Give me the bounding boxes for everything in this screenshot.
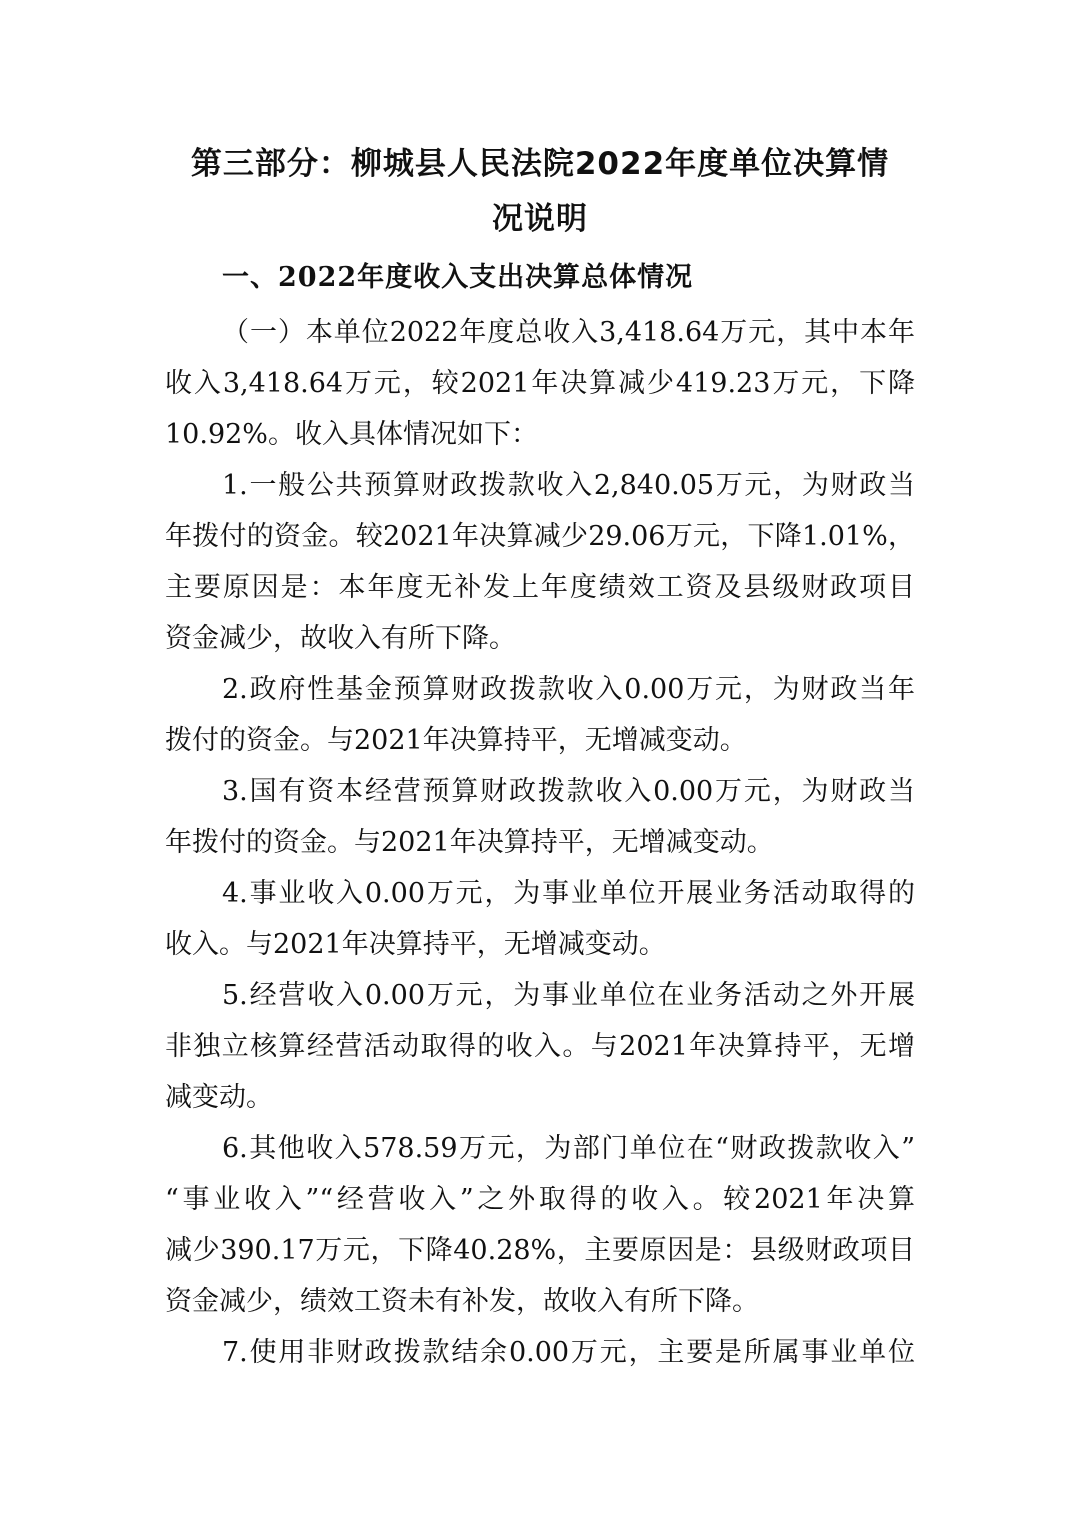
paragraph-8-line-1: 7.使用非财政拨款结余0.00万元，主要是所属事业单位 — [222, 1337, 915, 1368]
document-title-line-2: 况说明 — [492, 201, 588, 237]
paragraph-1-line-1: （一）本单位2022年度总收入3,418.64万元，其中本年 — [222, 317, 915, 348]
paragraph-2-line-2: 年拨付的资金。较2021年决算减少29.06万元，下降1.01%， — [165, 521, 915, 552]
paragraph-1-line-2: 收入3,418.64万元，较2021年决算减少419.23万元，下降 — [165, 368, 915, 399]
document-title-line-1: 第三部分：柳城县人民法院2022年度单位决算情 — [190, 146, 890, 182]
paragraph-7-line-3: 减少390.17万元，下降40.28%，主要原因是：县级财政项目 — [165, 1235, 915, 1266]
paragraph-6-line-3: 减变动。 — [165, 1082, 273, 1113]
paragraph-3-line-2: 拨付的资金。与2021年决算持平，无增减变动。 — [165, 725, 747, 756]
paragraph-5-line-1: 4.事业收入0.00万元，为事业单位开展业务活动取得的 — [222, 878, 915, 909]
paragraph-7-line-4: 资金减少，绩效工资未有补发，故收入有所下降。 — [165, 1286, 759, 1317]
paragraph-2-line-1: 1.一般公共预算财政拨款收入2,840.05万元，为财政当 — [222, 470, 915, 501]
paragraph-1-line-3: 10.92%。收入具体情况如下： — [165, 419, 538, 450]
paragraph-4-line-2: 年拨付的资金。与2021年决算持平，无增减变动。 — [165, 827, 774, 858]
section-heading: 一、2022年度收入支出决算总体情况 — [222, 262, 694, 293]
paragraph-7-line-1: 6.其他收入578.59万元，为部门单位在“财政拨款收入” — [222, 1133, 915, 1164]
paragraph-2-line-3: 主要原因是：本年度无补发上年度绩效工资及县级财政项目 — [165, 572, 915, 603]
paragraph-7-line-2: “事业收入”“经营收入”之外取得的收入。较2021年决算 — [165, 1184, 915, 1215]
paragraph-6-line-1: 5.经营收入0.00万元，为事业单位在业务活动之外开展 — [222, 980, 915, 1011]
paragraph-3-line-1: 2.政府性基金预算财政拨款收入0.00万元，为财政当年 — [222, 674, 915, 705]
paragraph-5-line-2: 收入。与2021年决算持平，无增减变动。 — [165, 929, 666, 960]
paragraph-6-line-2: 非独立核算经营活动取得的收入。与2021年决算持平，无增 — [165, 1031, 915, 1062]
paragraph-4-line-1: 3.国有资本经营预算财政拨款收入0.00万元，为财政当 — [222, 776, 915, 807]
paragraph-2-line-4: 资金减少，故收入有所下降。 — [165, 623, 516, 654]
